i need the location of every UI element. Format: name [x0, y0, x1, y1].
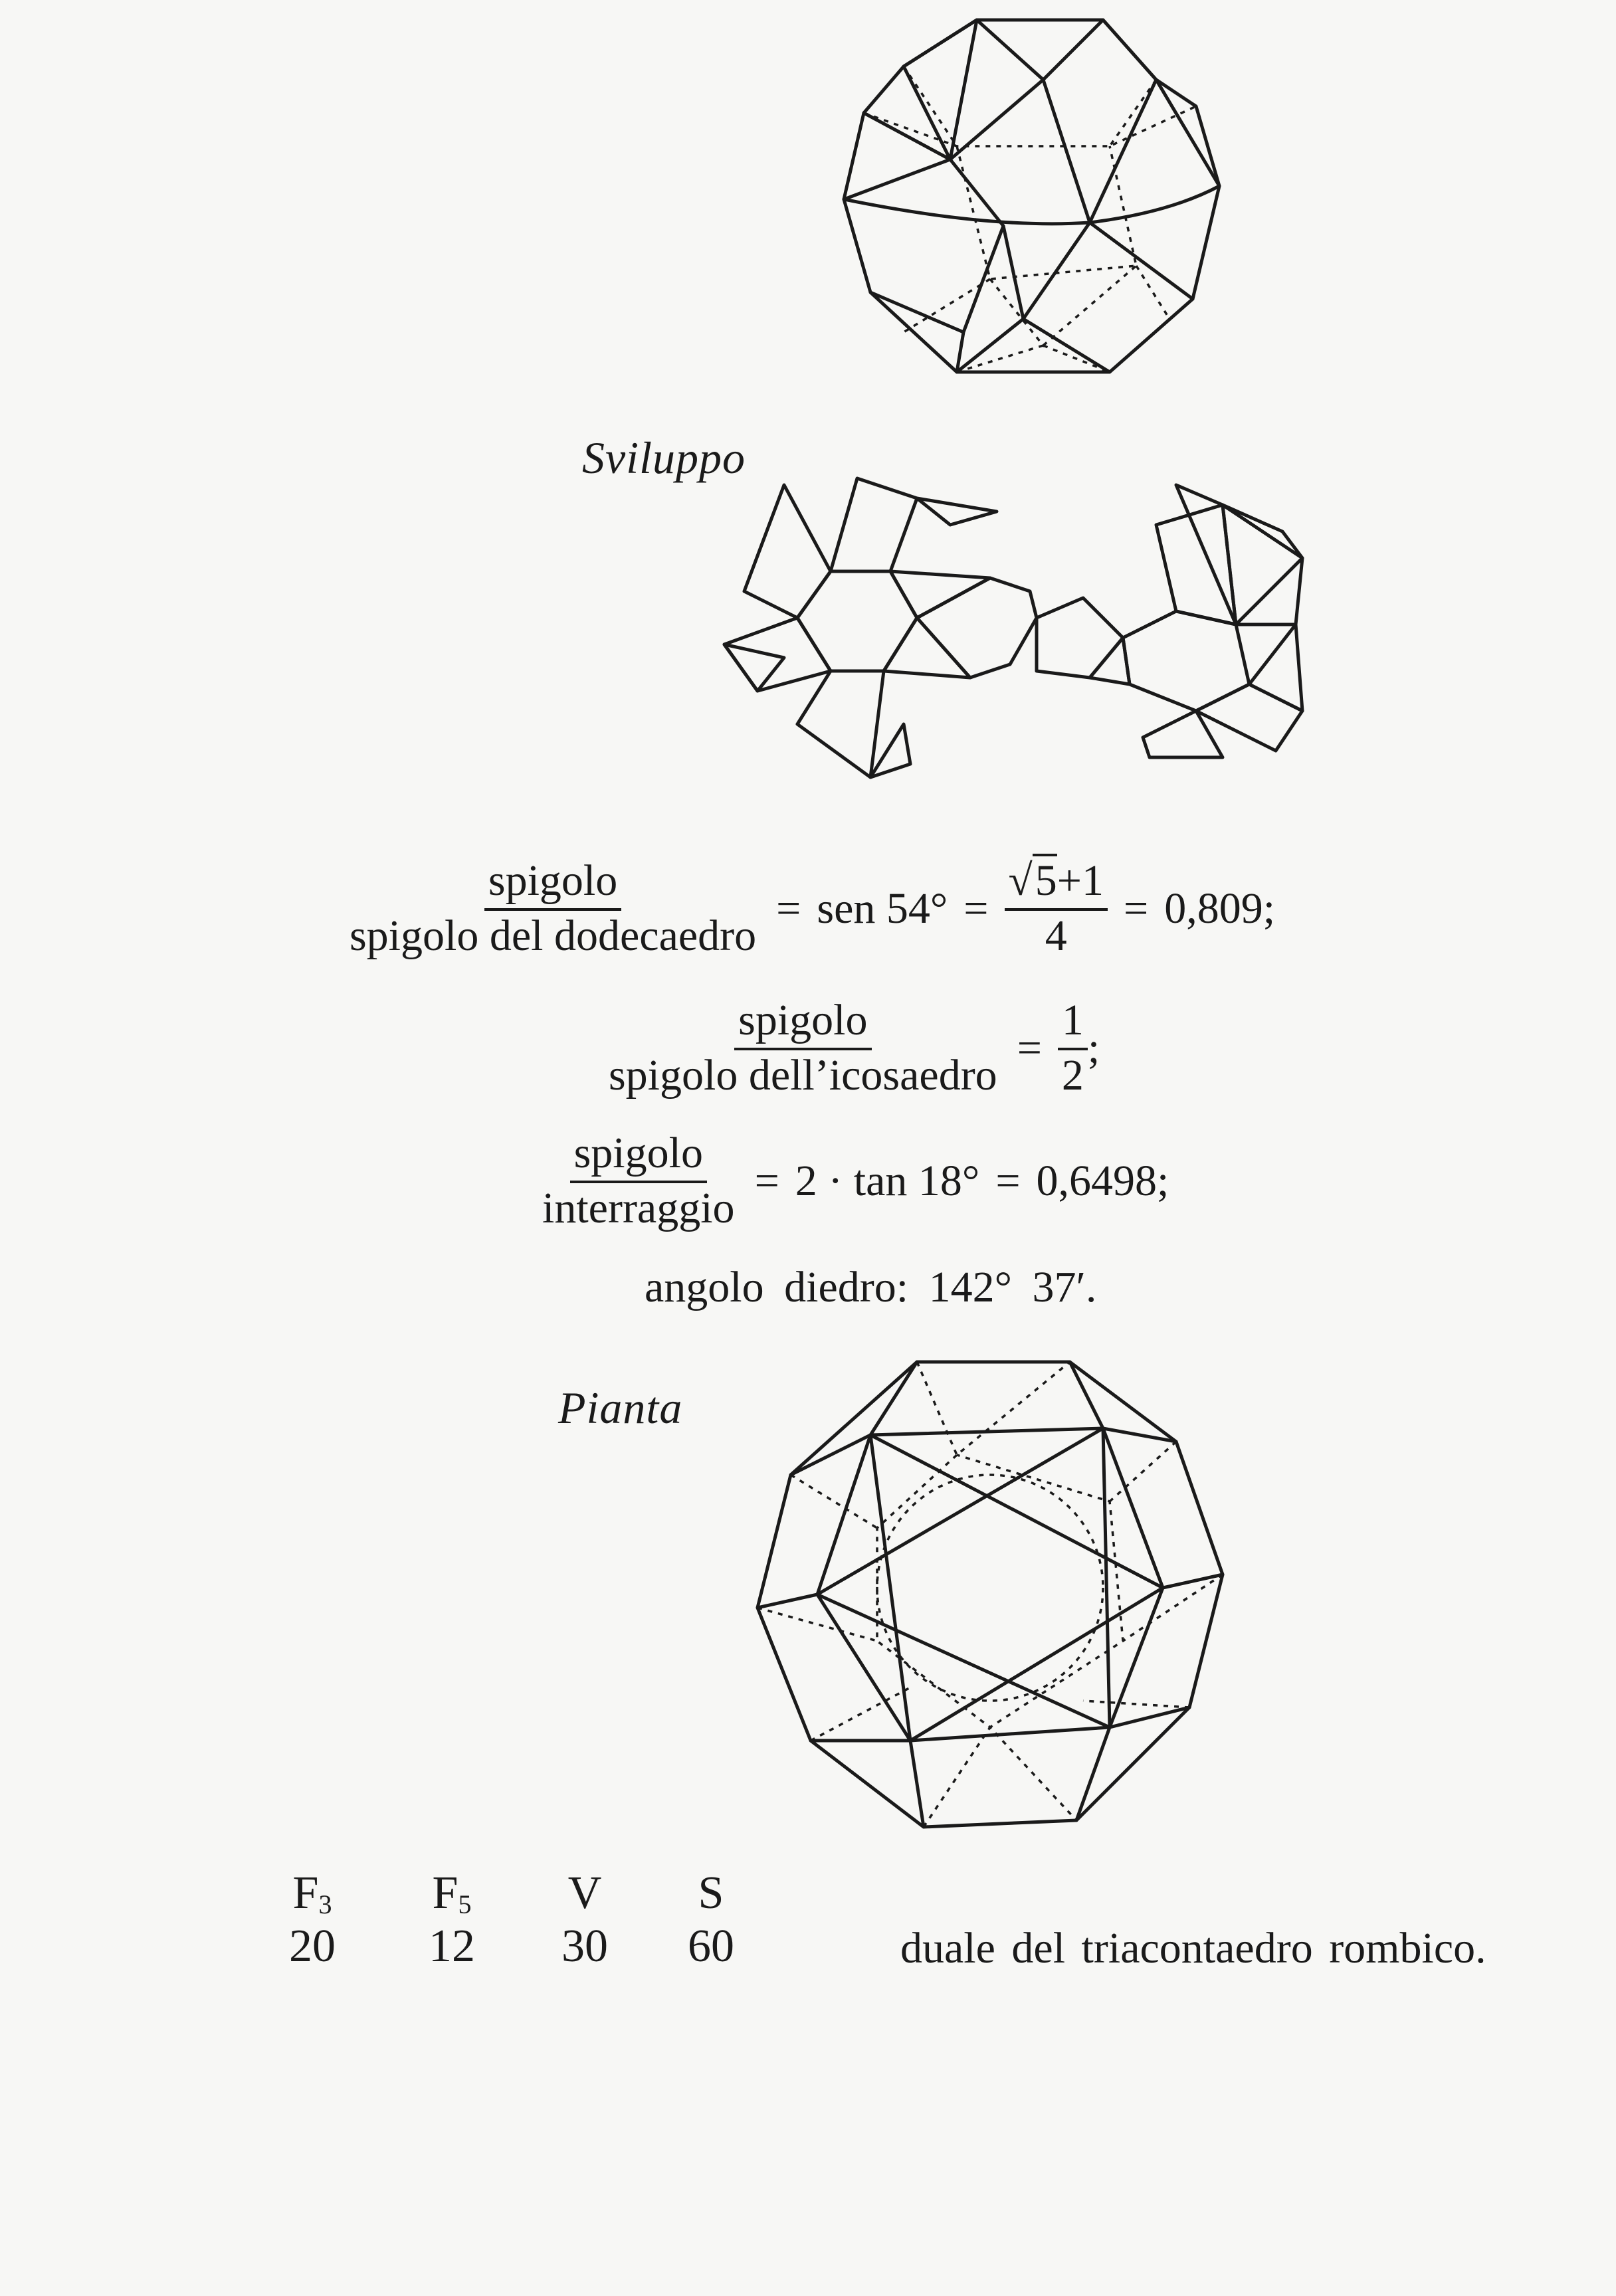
fraction-numerator: spigolo	[570, 1129, 707, 1183]
fraction-denominator: interraggio	[542, 1183, 735, 1232]
sine-expression: sen 54°	[817, 884, 948, 933]
radicand: 5	[1033, 854, 1057, 905]
plus-one: +1	[1057, 856, 1104, 905]
sviluppo-label: Sviluppo	[582, 432, 746, 483]
center-link	[917, 578, 1123, 678]
hidden-edges	[864, 66, 1196, 372]
formula-edge-dodecahedron	[346, 857, 1275, 960]
fraction-denominator: 2	[1061, 1050, 1084, 1100]
fraction-numerator	[1005, 857, 1108, 911]
left-flower	[724, 478, 997, 777]
outline-polygon	[844, 20, 1219, 372]
result-value: 0,6498;	[1036, 1156, 1169, 1205]
value-faces-5: 12	[429, 1921, 475, 1972]
value-vertices: 30	[561, 1921, 608, 1972]
semicolon: ;	[1087, 1023, 1100, 1072]
right-flower	[1090, 485, 1302, 757]
fraction-denominator: spigolo del dodecaedro	[350, 911, 757, 960]
value-faces-3: 20	[289, 1921, 336, 1972]
equals-sign: =	[963, 884, 989, 933]
value-edges: 60	[688, 1921, 734, 1972]
fraction-golden	[1005, 857, 1108, 960]
equals-sign: =	[754, 1156, 779, 1205]
fraction-numerator: spigolo	[734, 997, 871, 1050]
dihedral-angle: angolo diedro: 142° 37′.	[645, 1263, 1097, 1311]
fraction-denominator: spigolo dell’icosaedro	[609, 1050, 997, 1100]
header-s: S	[698, 1867, 724, 1919]
fraction-edge-over-interradius	[538, 1129, 739, 1232]
header-v: V	[567, 1867, 602, 1919]
formula-edge-interradius	[538, 1129, 1169, 1232]
fraction-edge-over-dodeca-edge	[346, 857, 760, 960]
fraction-denominator: 4	[1045, 911, 1067, 960]
tangent-expression: 2 · tan 18°	[795, 1156, 980, 1205]
pianta-label: Pianta	[558, 1383, 683, 1433]
header-f3: $F_3$	[292, 1867, 332, 1919]
sqrt-symbol: √	[1008, 856, 1033, 905]
header-f5: $F_5$	[432, 1867, 472, 1919]
result-value: 0,809;	[1164, 884, 1276, 933]
dual-note: duale del triacontaedro rombico.	[900, 1924, 1486, 1972]
belt-edge	[844, 186, 1219, 224]
hidden-inner-ring	[877, 1475, 1103, 1701]
net-sviluppo-figure	[718, 458, 1316, 791]
equals-sign: =	[995, 1156, 1021, 1205]
formula-edge-icosahedron	[605, 997, 1100, 1100]
plan-pianta-figure	[738, 1355, 1229, 1834]
equals-sign: =	[1123, 884, 1149, 933]
fraction-one-half	[1058, 997, 1088, 1100]
equals-sign: =	[1017, 1023, 1042, 1072]
fraction-numerator: spigolo	[484, 857, 621, 911]
fraction-numerator: 1	[1058, 997, 1088, 1050]
equals-sign: =	[776, 884, 801, 933]
fraction-edge-over-icosa-edge	[605, 997, 1001, 1100]
icosidodecahedron-perspective-figure	[824, 13, 1249, 385]
